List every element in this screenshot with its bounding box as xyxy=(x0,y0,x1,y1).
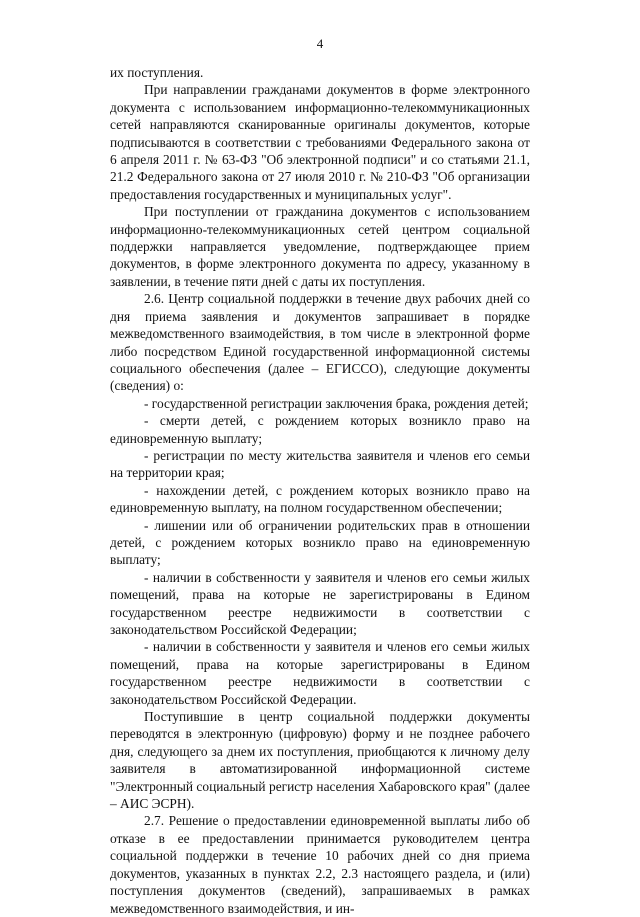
list-item-death-of-children: - смерти детей, с рождением которых возникло право на единовременную выплату; xyxy=(110,413,530,446)
list-item-registered-property: - наличии в собственности у заявителя и членов его семьи жилых помещений, права на которые зарегистрированы в Едином государственном реестре недвижимости в соответствии с законодательством Российской Федерации. xyxy=(110,639,530,707)
paragraph-notification: При поступлении от гражданина документов с использованием информационно-телекоммуникационных сетей центром социальной поддержки направляется уведомление, подтверждающее прием документов, в форме электронного документа по адресу, указанному в заявлении, в течение пяти дней с даты их поступления. xyxy=(110,204,530,289)
paragraph-continuation: их поступления. xyxy=(110,65,204,80)
list-item-registration: - регистрации по месту жительства заявителя и членов его семьи на территории края; xyxy=(110,447,530,481)
paragraph-section-2-7: 2.7. Решение о предоставлении единовременной выплаты либо об отказе в ее предоставлении принимается руководителем центра социальной поддержки в течение 10 рабочих дней со дня приема документов, указанных в пунктах 2.2, 2.3 настоящего раздела, и (или) поступления документов (сведений), запрашиваемых в рамках межведомственного взаимодействия, и ин- xyxy=(110,813,530,916)
paragraph-electronic-documents: При направлении гражданами документов в форме электронного документа с использованием информационно-телекоммуникационных сетей направляются сканированные оригиналы документов, которые подписываются в соответствии с требованиями Федерального закона от 6 апреля 2011 г. № 63-ФЗ "Об электронной подписи" и со статьями 21.1, 21.2 Федерального закона от 27 июля 2010 г. № 210-ФЗ "Об организации предоставления государственных и муниципальных услуг". xyxy=(110,82,530,202)
list-item-state-support: - нахождении детей, с рождением которых возникло право на единовременную выплату, на полном государственном обеспечении; xyxy=(110,482,530,516)
list-item-unregistered-property: - наличии в собственности у заявителя и членов его семьи жилых помещений, права на которые не зарегистрированы в Едином государственном реестре недвижимости в соответствии с законодательством Российской Федерации; xyxy=(110,569,530,637)
list-item-marriage-birth: - государственной регистрации заключения брака, рождения детей; xyxy=(144,395,529,411)
list-item-parental-rights: - лишении или об ограничении родительских прав в отношении детей, с рождением которых возникло право на единовременную выплату; xyxy=(110,517,530,568)
paragraph-digitization: Поступившие в центр социальной поддержки документы переводятся в электронную (цифровую) форму и не позднее рабочего дня, следующего за днем их поступления, приобщаются к личному делу заявителя в автоматизированной информационной системе "Электронный социальный регистр населения Хабаровского края" (далее – АИС ЭСРН). xyxy=(110,709,530,812)
document-body xyxy=(110,64,530,917)
page-number: 4 xyxy=(316,36,324,51)
paragraph-section-2-6: 2.6. Центр социальной поддержки в течение двух рабочих дней со дня приема заявления и документов запрашивает в порядке межведомственного взаимодействия, в том числе в электронной форме либо посредством Единой государственной информационной системы социального обеспечения (далее – ЕГИССО), следующие документы (сведения) о: xyxy=(110,291,530,394)
